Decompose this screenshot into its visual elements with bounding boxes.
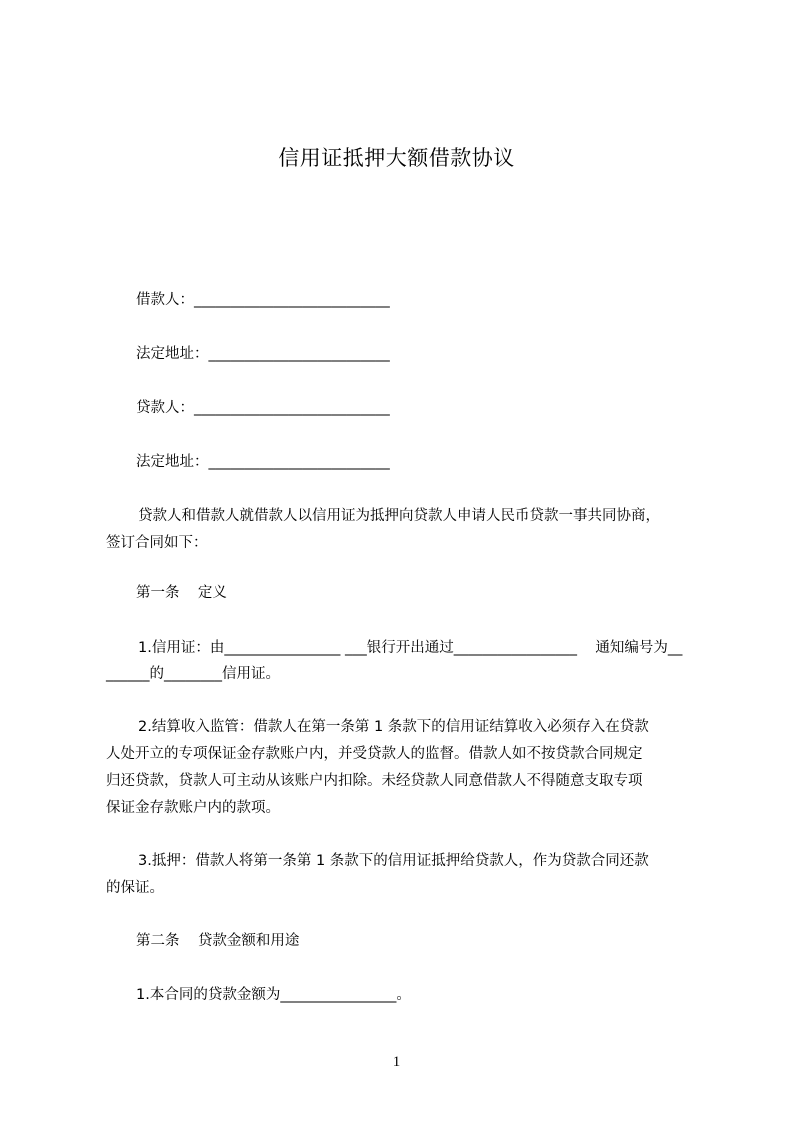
clause-1-1-line-2: ______的________信用证。 bbox=[106, 666, 280, 682]
intro-line-2: 签订合同如下： bbox=[106, 535, 208, 551]
article-1-heading: 第一条 定义 bbox=[136, 585, 227, 601]
clause-1-3-line-1: 3.抵押：借款人将第一条第 1 条款下的信用证抵押给贷款人，作为贷款合同还款 bbox=[138, 853, 649, 869]
clause-1-1-line-1: 1.信用证：由________________ ___银行开出通过_________________ 通知编号为__ bbox=[138, 640, 683, 656]
page-number: 1 bbox=[392, 1054, 401, 1070]
borrower-address-field: 法定地址：_________________________ bbox=[136, 346, 390, 362]
borrower-field: 借款人：___________________________ bbox=[136, 292, 390, 308]
article-2-heading: 第二条 贷款金额和用途 bbox=[136, 933, 300, 949]
lender-field: 贷款人：___________________________ bbox=[136, 400, 390, 416]
clause-1-2-line-3: 归还贷款，贷款人可主动从该账户内扣除。未经贷款人同意借款人不得随意支取专项 bbox=[106, 773, 643, 789]
clause-1-3-line-2: 的保证。 bbox=[106, 880, 164, 896]
clause-1-2-line-2: 人处开立的专项保证金存款账户内，并受贷款人的监督。借款人如不按贷款合同规定 bbox=[106, 746, 643, 762]
clause-2-1: 1.本合同的贷款金额为________________。 bbox=[136, 987, 411, 1003]
document-title: 信用证抵押大额借款协议 bbox=[278, 146, 515, 170]
clause-1-2-line-1: 2.结算收入监管：借款人在第一条第 1 条款下的信用证结算收入必须存入在贷款 bbox=[138, 719, 649, 735]
clause-1-2-line-4: 保证金存款账户内的款项。 bbox=[106, 800, 280, 816]
lender-address-field: 法定地址：_________________________ bbox=[136, 454, 390, 470]
intro-line-1: 贷款人和借款人就借款人以信用证为抵押向贷款人申请人民币贷款一事共同协商， bbox=[138, 508, 660, 524]
